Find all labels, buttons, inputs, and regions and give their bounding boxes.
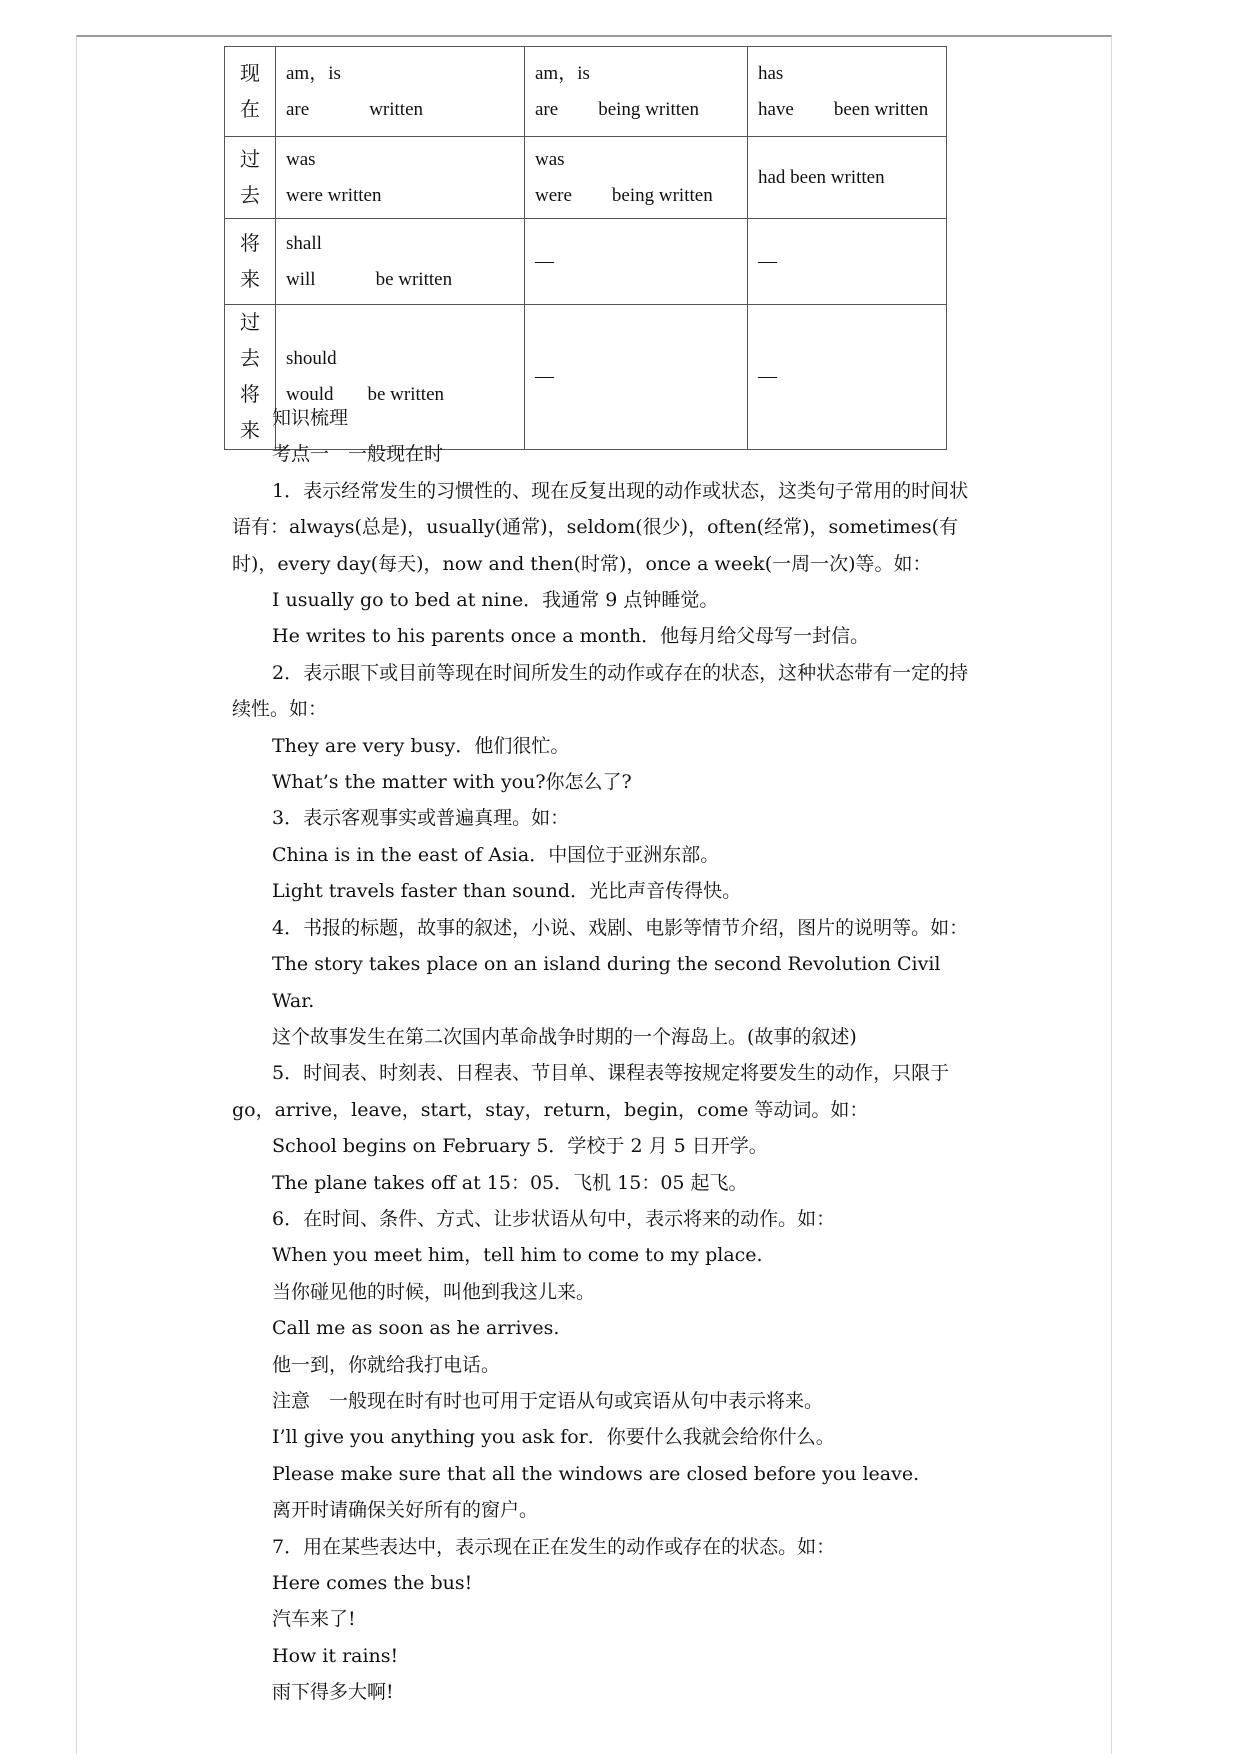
table-cell	[748, 137, 947, 219]
example-line: What’s the matter with you?你怎么了?	[272, 771, 632, 794]
cell-line: had been written	[758, 166, 885, 188]
row-header: 将来	[225, 219, 276, 305]
rule-paragraph: 7．用在某些表达中，表示现在正在发生的动作或存在的状态。如：	[272, 1535, 836, 1558]
table-cell	[748, 47, 947, 137]
cell-line: will be written	[286, 268, 453, 290]
cell-line: was	[286, 148, 316, 170]
cell-line: —	[758, 250, 777, 272]
rule-paragraph: 6．在时间、条件、方式、让步状语从句中，表示将来的动作。如：	[272, 1207, 836, 1230]
section-subheading: 考点一 一般现在时	[272, 443, 444, 466]
example-line: Here comes the bus!	[272, 1572, 473, 1594]
cell-line: was	[535, 148, 565, 170]
rule-paragraph: 3．表示客观事实或普遍真理。如：	[272, 807, 570, 830]
table-cell	[525, 219, 748, 305]
example-line: I’ll give you anything you ask for．你要什么我就会给你什么。	[272, 1426, 835, 1449]
body-text	[232, 400, 972, 1711]
cell-line: am，is	[535, 62, 590, 84]
cell-line: should	[286, 348, 337, 369]
row-header: 现在	[225, 47, 276, 137]
table-row	[225, 47, 947, 137]
example-line: I usually go to bed at nine．我通常 9 点钟睡觉。	[272, 589, 719, 612]
rule-paragraph: 1．表示经常发生的习惯性的、现在反复出现的动作或状态，这类句子常用的时间状语有：always(总是)，usually(通常)，seldom(很少)，often(经常)，sometimes(有时)，every day(每天)，now and then(时常)，once a week(一周一次)等。如：	[232, 479, 969, 575]
table-cell	[276, 47, 525, 137]
example-line: The story takes place on an island during the second Revolution Civil War.	[272, 953, 941, 1012]
example-line: The plane takes off at 15：05．飞机 15：05 起飞。	[272, 1171, 748, 1194]
cell-line: are being written	[535, 98, 699, 120]
example-line: 汽车来了!	[272, 1608, 356, 1631]
cell-line: has	[758, 62, 784, 84]
table-cell	[525, 47, 748, 137]
example-line: When you meet him，tell him to come to my place.	[272, 1244, 763, 1267]
cell-line: have been written	[758, 98, 929, 120]
example-line: China is in the east of Asia．中国位于亚洲东部。	[272, 843, 720, 866]
example-line: 离开时请确保关好所有的窗户。	[272, 1499, 539, 1522]
row-header-line: 过 去	[240, 312, 260, 370]
example-line: They are very busy．他们很忙。	[272, 734, 570, 757]
table-cell	[748, 219, 947, 305]
tense-table	[224, 46, 947, 450]
table-row	[225, 219, 947, 305]
cell-line: were being written	[535, 184, 713, 206]
table-cell	[276, 219, 525, 305]
table-row	[225, 137, 947, 219]
example-line: Light travels faster than sound．光比声音传得快。	[272, 880, 742, 903]
cell-line: are written	[286, 98, 424, 120]
example-line: He writes to his parents once a month．他每月给父母写一封信。	[272, 625, 870, 648]
example-line: 当你碰见他的时候，叫他到我这儿来。	[272, 1280, 596, 1303]
cell-line: were written	[286, 184, 382, 206]
cell-line: —	[535, 250, 554, 272]
rule-paragraph: 5．时间表、时刻表、日程表、节目单、课程表等按规定将要发生的动作，只限于 go，arrive，leave，start，stay，return，begin，come 等动词。如：	[232, 1062, 950, 1121]
section-heading: 知识梳理	[272, 407, 349, 429]
example-line: 雨下得多大啊!	[272, 1681, 394, 1704]
example-line: How it rains!	[272, 1644, 399, 1667]
row-header-line: 将来	[240, 384, 260, 442]
rule-paragraph: 4．书报的标题，故事的叙述，小说、戏剧、电影等情节介绍，图片的说明等。如：	[272, 916, 969, 939]
cell-line: am，is	[286, 62, 341, 84]
cell-line: shall	[286, 232, 322, 254]
cell-line: would be written	[286, 384, 445, 405]
rule-paragraph: 2．表示眼下或目前等现在时间所发生的动作或存在的状态，这种状态带有一定的持续性。如：	[232, 661, 969, 721]
example-line: Please make sure that all the windows are closed before you leave.	[272, 1462, 920, 1485]
example-line: 这个故事发生在第二次国内革命战争时期的一个海岛上。(故事的叙述)	[272, 1025, 857, 1048]
example-line: Call me as soon as he arrives.	[272, 1317, 560, 1340]
example-line: 他一到，你就给我打电话。	[272, 1353, 501, 1376]
cell-line: —	[535, 366, 554, 387]
cell-line: —	[758, 366, 777, 387]
table-cell	[525, 137, 748, 219]
example-line: School begins on February 5．学校于 2 月 5 日开学。	[272, 1135, 768, 1158]
table-cell	[276, 137, 525, 219]
row-header: 过去	[225, 137, 276, 219]
note-line: 注意 一般现在时有时也可用于定语从句或宾语从句中表示将来。	[272, 1389, 824, 1412]
